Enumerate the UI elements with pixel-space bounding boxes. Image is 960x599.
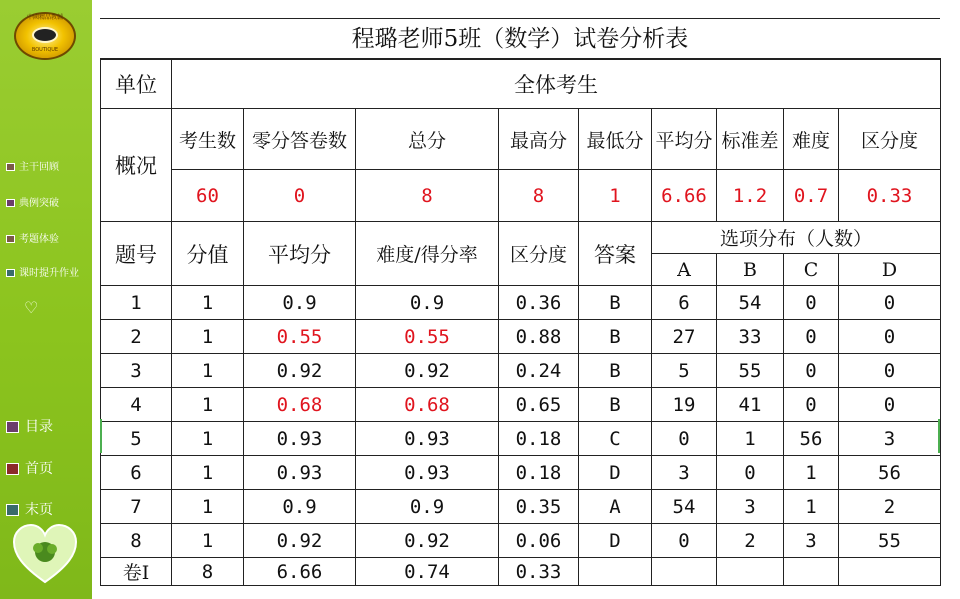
cell-answer: B <box>579 388 652 422</box>
cell-option-a: 6 <box>652 286 717 320</box>
cell-option-b: 1 <box>717 422 784 456</box>
cell-avg: 0.9 <box>244 286 356 320</box>
cell-option-b: 55 <box>717 354 784 388</box>
cell-num: 4 <box>101 388 172 422</box>
nav-item-label: 典例突破 <box>19 198 59 209</box>
square-bullet-icon <box>6 163 15 171</box>
cell-diff: 0.93 <box>356 422 499 456</box>
overview-col-avg: 平均分 <box>652 109 717 170</box>
overview-val-stddev: 1.2 <box>717 170 784 222</box>
cell-diff: 0.55 <box>356 320 499 354</box>
unit-header: 单位 <box>101 59 172 109</box>
cell-option-d: 0 <box>839 320 941 354</box>
table-row <box>101 354 941 388</box>
overview-val-zero-papers: 0 <box>244 170 356 222</box>
overview-val-total: 8 <box>356 170 499 222</box>
nav-item-review[interactable] <box>6 158 59 173</box>
overview-col-min: 最低分 <box>579 109 652 170</box>
cell-option-a: 0 <box>652 422 717 456</box>
overview-val-examinees: 60 <box>172 170 244 222</box>
nav-item-label: 主干回顾 <box>19 162 59 173</box>
cell-diff: 0.92 <box>356 524 499 558</box>
summary-row <box>101 558 941 586</box>
cell-option-b: 3 <box>717 490 784 524</box>
cell-option-c: 56 <box>784 422 839 456</box>
cell-option-b: 0 <box>717 456 784 490</box>
cell-avg: 0.55 <box>244 320 356 354</box>
nav-item-exam-experience[interactable] <box>6 230 59 245</box>
cell-diff: 0.68 <box>356 388 499 422</box>
table-row <box>101 286 941 320</box>
cell-option-c: 3 <box>784 524 839 558</box>
cell-avg: 0.92 <box>244 524 356 558</box>
cell-option-a: 54 <box>652 490 717 524</box>
cell-option-d: 3 <box>839 422 941 456</box>
nav-last-page-label: 末页 <box>25 502 53 518</box>
cell-option-d: 55 <box>839 524 941 558</box>
cell-num: 8 <box>101 524 172 558</box>
nav-item-homework[interactable] <box>6 264 79 279</box>
col-answer: 答案 <box>579 222 652 286</box>
cell-option-c: 0 <box>784 286 839 320</box>
cell-disc: 0.06 <box>499 524 579 558</box>
overview-col-discrimination: 区分度 <box>839 109 941 170</box>
cell-option-d: 0 <box>839 286 941 320</box>
page-title: 程璐老师5班（数学）试卷分析表 <box>100 18 940 60</box>
option-a-header: A <box>652 254 717 286</box>
col-difficulty: 难度/得分率 <box>356 222 499 286</box>
summary-diff: 0.74 <box>356 558 499 586</box>
cell-answer: D <box>579 456 652 490</box>
overview-val-difficulty: 0.7 <box>784 170 839 222</box>
square-bullet-icon <box>6 504 19 516</box>
overview-col-total: 总分 <box>356 109 499 170</box>
cell-num: 7 <box>101 490 172 524</box>
sidebar <box>0 0 92 599</box>
cell-option-c: 1 <box>784 490 839 524</box>
cell-num: 6 <box>101 456 172 490</box>
cell-option-d: 0 <box>839 388 941 422</box>
nav-contents[interactable] <box>6 416 53 436</box>
table-row <box>101 422 941 456</box>
square-bullet-icon <box>6 463 19 475</box>
cell-option-b: 33 <box>717 320 784 354</box>
analysis-table <box>100 58 941 586</box>
cell-diff: 0.92 <box>356 354 499 388</box>
summary-empty-cell <box>717 558 784 586</box>
option-d-header: D <box>839 254 941 286</box>
cell-answer: B <box>579 320 652 354</box>
cell-option-a: 0 <box>652 524 717 558</box>
summary-empty-cell <box>652 558 717 586</box>
col-score: 分值 <box>172 222 244 286</box>
square-bullet-icon <box>6 235 15 243</box>
overview-val-min: 1 <box>579 170 652 222</box>
cell-option-a: 3 <box>652 456 717 490</box>
cell-option-a: 27 <box>652 320 717 354</box>
square-bullet-icon <box>6 199 15 207</box>
table-row <box>101 320 941 354</box>
cell-diff: 0.9 <box>356 490 499 524</box>
col-question-num: 题号 <box>101 222 172 286</box>
sidebar-edge <box>92 0 100 599</box>
cell-score: 1 <box>172 286 244 320</box>
overview-col-stddev: 标准差 <box>717 109 784 170</box>
nav-item-label: 考题体验 <box>19 234 59 245</box>
cell-option-a: 19 <box>652 388 717 422</box>
cell-score: 1 <box>172 422 244 456</box>
cell-avg: 0.9 <box>244 490 356 524</box>
square-bullet-icon <box>6 421 19 433</box>
heart-decoration-icon <box>12 522 78 588</box>
overview-header: 概况 <box>101 109 172 222</box>
cell-num: 1 <box>101 286 172 320</box>
cell-option-d: 2 <box>839 490 941 524</box>
cell-num: 3 <box>101 354 172 388</box>
cell-num: 5 <box>101 422 172 456</box>
summary-disc: 0.33 <box>499 558 579 586</box>
cell-disc: 0.65 <box>499 388 579 422</box>
cell-avg: 0.68 <box>244 388 356 422</box>
eye-icon <box>32 27 58 43</box>
cell-disc: 0.88 <box>499 320 579 354</box>
cell-score: 1 <box>172 456 244 490</box>
nav-contents-label: 目录 <box>25 419 53 435</box>
cell-option-b: 54 <box>717 286 784 320</box>
table-row <box>101 490 941 524</box>
overview-col-zero-papers: 零分答卷数 <box>244 109 356 170</box>
cell-answer: A <box>579 490 652 524</box>
cell-option-c: 1 <box>784 456 839 490</box>
nav-home-label: 首页 <box>25 461 53 477</box>
logo-text: 中國精品教輔 <box>26 14 63 21</box>
overview-val-discrimination: 0.33 <box>839 170 941 222</box>
cell-score: 1 <box>172 354 244 388</box>
logo-subtext: BOUTIQUE <box>31 47 59 53</box>
summary-empty-cell <box>839 558 941 586</box>
logo <box>14 12 76 60</box>
cell-option-b: 41 <box>717 388 784 422</box>
cell-option-d: 56 <box>839 456 941 490</box>
summary-empty-cell <box>784 558 839 586</box>
summary-avg: 6.66 <box>244 558 356 586</box>
cell-avg: 0.93 <box>244 422 356 456</box>
nav-last-page[interactable] <box>6 499 53 519</box>
cell-answer: C <box>579 422 652 456</box>
col-avg: 平均分 <box>244 222 356 286</box>
overview-col-examinees: 考生数 <box>172 109 244 170</box>
cell-option-c: 0 <box>784 388 839 422</box>
all-students-header: 全体考生 <box>172 59 941 109</box>
options-distribution-header: 选项分布（人数） <box>652 222 941 254</box>
cell-score: 1 <box>172 524 244 558</box>
cell-option-d: 0 <box>839 354 941 388</box>
cell-score: 1 <box>172 388 244 422</box>
cell-option-c: 0 <box>784 320 839 354</box>
cell-option-a: 5 <box>652 354 717 388</box>
cell-num: 2 <box>101 320 172 354</box>
option-b-header: B <box>717 254 784 286</box>
cell-diff: 0.9 <box>356 286 499 320</box>
overview-col-difficulty: 难度 <box>784 109 839 170</box>
nav-item-label: 课时提升作业 <box>19 268 79 279</box>
cell-disc: 0.35 <box>499 490 579 524</box>
overview-val-max: 8 <box>499 170 579 222</box>
cell-disc: 0.18 <box>499 456 579 490</box>
summary-num: 卷I <box>101 558 172 586</box>
table-row <box>101 388 941 422</box>
nav-item-examples[interactable] <box>6 194 59 209</box>
cell-answer: B <box>579 354 652 388</box>
overview-col-max: 最高分 <box>499 109 579 170</box>
cell-disc: 0.18 <box>499 422 579 456</box>
col-discrimination: 区分度 <box>499 222 579 286</box>
cell-avg: 0.92 <box>244 354 356 388</box>
cell-option-c: 0 <box>784 354 839 388</box>
hearts-icon: ♡ <box>24 298 39 317</box>
cell-avg: 0.93 <box>244 456 356 490</box>
summary-score: 8 <box>172 558 244 586</box>
square-bullet-icon <box>6 269 15 277</box>
cell-disc: 0.24 <box>499 354 579 388</box>
summary-empty-cell <box>579 558 652 586</box>
cell-option-b: 2 <box>717 524 784 558</box>
option-c-header: C <box>784 254 839 286</box>
cell-score: 1 <box>172 320 244 354</box>
table-row <box>101 456 941 490</box>
cell-diff: 0.93 <box>356 456 499 490</box>
nav-home[interactable] <box>6 458 53 478</box>
cell-score: 1 <box>172 490 244 524</box>
table-row <box>101 524 941 558</box>
cell-answer: B <box>579 286 652 320</box>
overview-val-avg: 6.66 <box>652 170 717 222</box>
cell-answer: D <box>579 524 652 558</box>
cell-disc: 0.36 <box>499 286 579 320</box>
